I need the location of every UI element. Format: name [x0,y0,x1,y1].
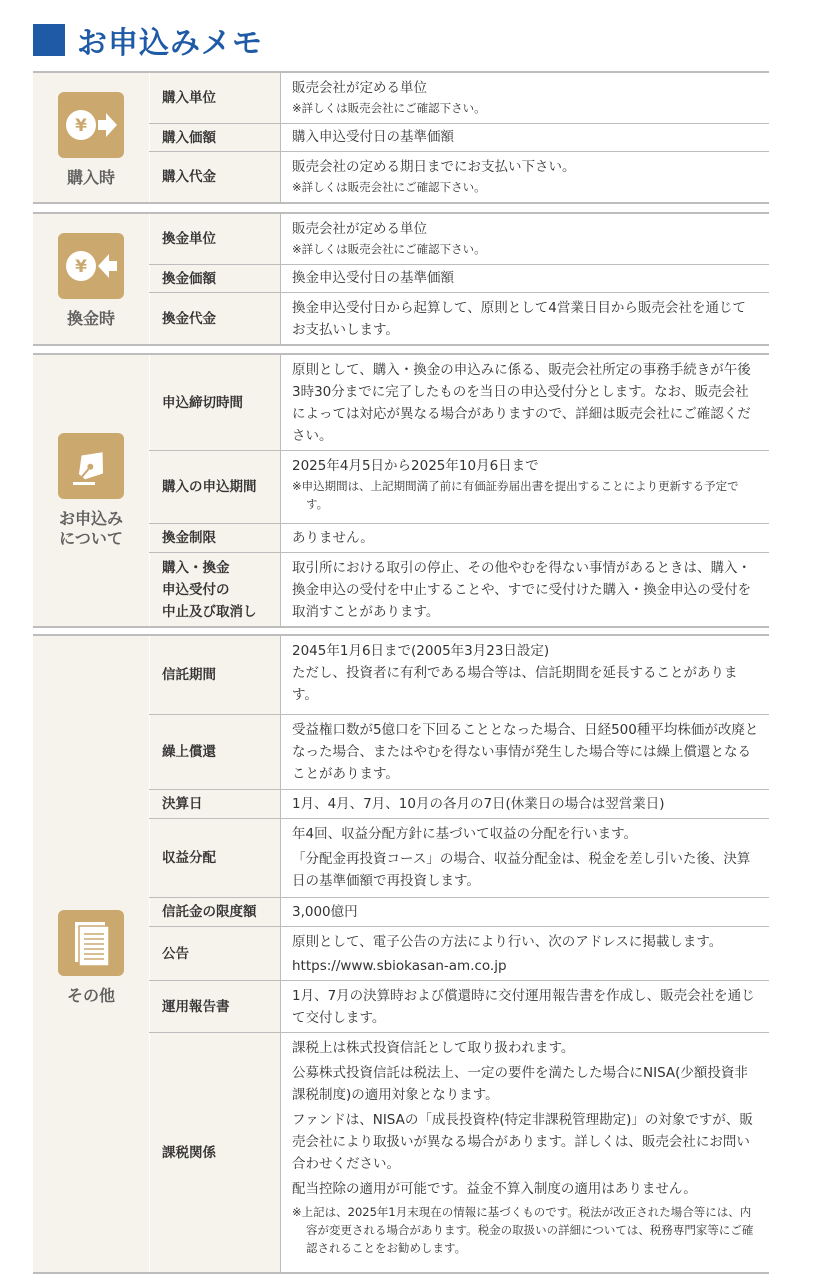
row-body [281,553,769,626]
table-row [149,214,769,265]
row-text: 原則として、電子公告の方法により行い、次のアドレスに掲載します。 [292,934,723,950]
row-body [281,927,769,980]
row-text: ありません。 [292,530,374,546]
row-body [281,819,769,897]
redemption-side-label: 換金時 [66,309,115,328]
other-section [33,634,769,1274]
purchase-side-label: 購入時 [66,168,115,187]
row-text: 原則として、購入・換金の申込みに係る、販売会社所定の事務手続きが午後3時30分までに完了したものを当日の申込受付分とします。なお、販売会社によっては対応が異なる場合がありますので、詳細は販売会社にご確認ください。 [292,362,751,444]
row-head: 公告 [149,927,281,980]
row-head: 繰上償還 [149,715,281,789]
row-text: 販売会社が定める単位 [292,221,427,237]
redemption-side [33,214,149,344]
svg-text:¥: ¥ [75,116,87,136]
document-icon [58,910,124,976]
row-body [281,124,769,151]
table-row [149,715,769,790]
table-row [149,73,769,124]
table-row [149,524,769,553]
row-text: 配当控除の適用が可能です。益金不算入制度の適用はありません。 [292,1181,697,1197]
application-side [33,355,149,626]
row-head: 申込締切時間 [149,355,281,450]
table-row [149,293,769,344]
other-side-label: その他 [66,986,115,1005]
table-row [149,927,769,981]
table-row [149,790,769,819]
purchase-section [33,71,769,204]
row-body [281,293,769,344]
table-row [149,124,769,152]
row-head: 課税関係 [149,1033,281,1272]
row-text: 換金申込受付日の基準価額 [292,270,454,286]
table-row [149,981,769,1033]
yen-arrow-out-icon [58,233,124,299]
row-head: 換金価額 [149,265,281,292]
row-body [281,355,769,450]
row-note: ※詳しくは販売会社にご確認下さい。 [292,242,486,256]
redemption-section [33,212,769,346]
page-title [33,18,263,62]
row-head: 購入代金 [149,152,281,202]
row-body [281,981,769,1032]
publication-url: https://www.sbiokasan-am.co.jp [292,958,507,974]
row-head: 購入価額 [149,124,281,151]
table-row [149,898,769,927]
row-body [281,265,769,292]
row-text: ただし、投資者に有利である場合等は、信託期間を延長することがあります。 [292,665,738,703]
page-title-text: お申込みメモ [77,26,263,61]
table-row [149,355,769,451]
other-side [33,636,149,1272]
row-body [281,524,769,552]
row-note: ※詳しくは販売会社にご確認下さい。 [292,101,486,115]
row-text: 2025年4月5日から2025年10月6日まで [292,458,539,474]
row-head: 購入の申込期間 [149,451,281,523]
row-head: 信託金の限度額 [149,898,281,926]
row-head: 換金代金 [149,293,281,344]
table-row [149,636,769,715]
row-body [281,73,769,123]
yen-arrow-in-icon [58,92,124,158]
row-head: 換金単位 [149,214,281,264]
row-text: 販売会社が定める単位 [292,80,427,96]
row-text: 3,000億円 [292,904,358,920]
row-head: 運用報告書 [149,981,281,1032]
row-text: 年4回、収益分配方針に基づいて収益の分配を行います。 [292,826,638,842]
table-row [149,451,769,524]
row-body [281,790,769,818]
row-head: 購入単位 [149,73,281,123]
row-text: 1月、4月、7月、10月の各月の7日(休業日の場合は翌営業日) [292,796,665,812]
row-note: ※詳しくは販売会社にご確認下さい。 [292,180,486,194]
row-note: ※申込期間は、上記期間満了前に有価証券届出書を提出することにより更新する予定です。 [292,479,739,511]
row-text: 2045年1月6日まで(2005年3月23日設定) [292,643,550,659]
row-text: 購入申込受付日の基準価額 [292,129,454,145]
row-body [281,715,769,789]
table-row [149,152,769,202]
row-text: 受益権口数が5億口を下回ることとなった場合、日経500種平均株価が改廃となった場合、またはやむを得ない事情が発生した場合等には繰上償還となることがあります。 [292,722,759,782]
row-body [281,636,769,714]
row-head: 信託期間 [149,636,281,714]
purchase-side [33,73,149,202]
table-row [149,265,769,293]
title-square-icon [33,24,65,56]
row-text: 換金申込受付日から起算して、原則として4営業日目から販売会社を通じてお支払いします。 [292,300,746,338]
row-head: 購入・換金 申込受付の 中止及び取消し [149,553,281,626]
table-row [149,553,769,626]
row-text: 販売会社の定める期日までにお支払い下さい。 [292,159,576,175]
table-row [149,1033,769,1272]
pen-nib-icon [58,433,124,499]
row-body [281,214,769,264]
row-text: 公募株式投資信託は税法上、一定の要件を満たした場合にNISA(少額投資非課税制度)の適用対象となります。 [292,1065,748,1103]
row-body [281,898,769,926]
row-note: ※上記は、2025年1月末現在の情報に基づくものです。税法が改正された場合等には、内容が変更される場合があります。税金の取扱いの詳細については、税務専門家等にご確認されることをお勧めします。 [292,1205,754,1255]
row-text: 「分配金再投資コース」の場合、収益分配金は、税金を差し引いた後、決算日の基準価額で再投資します。 [292,851,751,889]
row-text: 1月、7月の決算時および償還時に交付運用報告書を作成し、販売会社を通じて交付します。 [292,988,755,1026]
row-head: 収益分配 [149,819,281,897]
row-text: ファンドは、NISAの「成長投資枠(特定非課税管理勘定)」の対象ですが、販売会社により取扱いが異なる場合があります。詳しくは、販売会社にお問い合わせください。 [292,1112,753,1172]
row-text: 課税上は株式投資信託として取り扱われます。 [292,1040,575,1056]
row-body [281,152,769,202]
row-head: 換金制限 [149,524,281,552]
application-side-label: お申込み について [58,509,123,548]
row-body [281,1033,769,1272]
table-row [149,819,769,898]
row-text: 取引所における取引の停止、その他やむを得ない事情があるときは、購入・換金申込の受付を中止することや、すでに受付けた購入・換金申込の受付を取消すことがあります。 [292,560,752,620]
row-body [281,451,769,523]
svg-text:¥: ¥ [75,257,87,277]
row-head: 決算日 [149,790,281,818]
application-section [33,353,769,628]
